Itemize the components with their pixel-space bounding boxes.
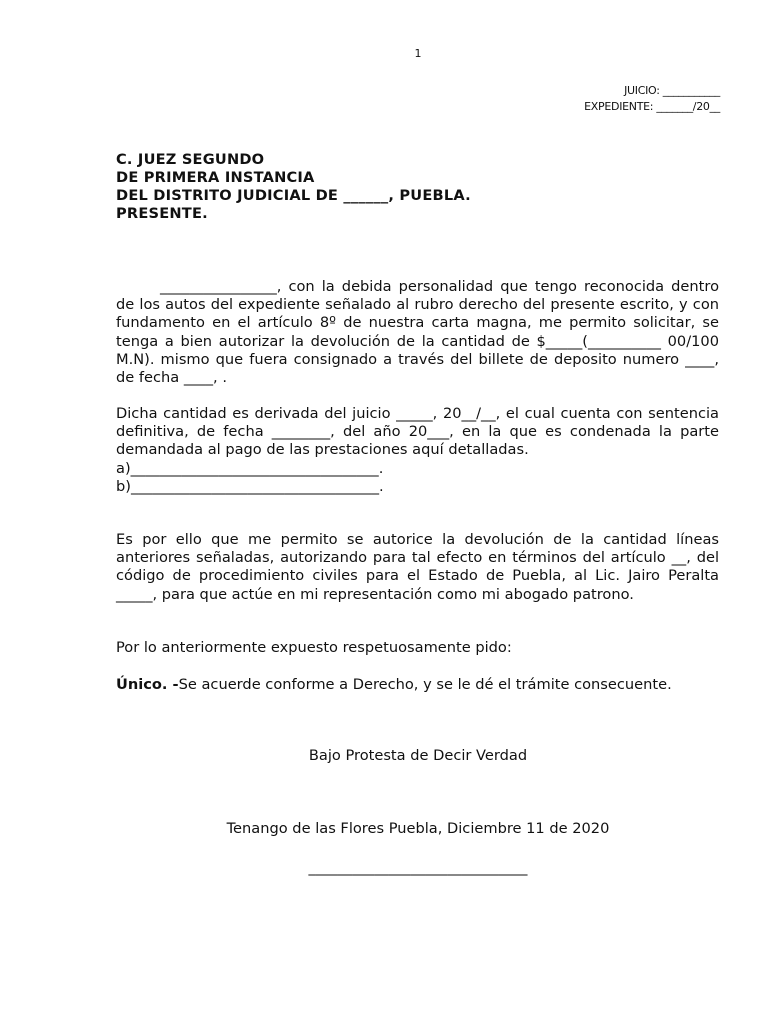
place-date-line: Tenango de las Flores Puebla, Diciembre 11 de 2020 xyxy=(226,820,610,837)
unico-petition xyxy=(116,676,719,694)
juicio-field: JUICIO: ___________ xyxy=(624,84,720,97)
origin-paragraph-text: Dicha cantidad es derivada del juicio _____, 20__/__, el cual cuenta con sentencia definitiva, de fecha ________, del año 20___, en la que es condenada la parte demandada al pago de las prestaciones aquí detalladas. xyxy=(116,405,719,459)
addressee-line-1: C. JUEZ SEGUNDO xyxy=(116,151,265,168)
signature-line: ______________________________ xyxy=(308,859,528,876)
unico-label: Único. - xyxy=(116,676,179,693)
addressee-block xyxy=(116,151,471,223)
list-item-b: b)__________________________________. xyxy=(116,477,384,495)
case-reference xyxy=(584,83,720,115)
unico-text: Se acuerde conforme a Derecho, y se le dé el trámite consecuente. xyxy=(178,676,672,693)
request-paragraph: ________________, con la debida personalidad que tengo reconocida dentro de los autos del expediente señalado al rubro derecho del presente escrito, y con fundamento en el artículo 8º de nuestra carta magna, me permito solicitar, se tenga a bien autorizar la devolución de la cantidad de $_____(__________ 00/100 M.N). mismo que fuera consignado a través del billete de deposito numero ____, de fecha ____, . xyxy=(116,278,719,387)
authorization-paragraph: Es por ello que me permito se autorice la devolución de la cantidad líneas anteriores señaladas, autorizando para tal efecto en términos del artículo __, del código de procedimiento civiles para el Estado de Puebla, al Lic. Jairo Peralta _____, para que actúe en mi representación como mi abogado patrono. xyxy=(116,531,719,603)
protesta-line: Bajo Protesta de Decir Verdad xyxy=(308,747,528,764)
page-number: 1 xyxy=(414,47,422,60)
origin-paragraph xyxy=(116,405,719,496)
addressee-line-3: DEL DISTRITO JUDICIAL DE ______, PUEBLA. xyxy=(116,187,471,204)
expediente-field: EXPEDIENTE: _______/20__ xyxy=(584,100,720,113)
petition-intro: Por lo anteriormente expuesto respetuosamente pido: xyxy=(116,639,512,656)
addressee-line-2: DE PRIMERA INSTANCIA xyxy=(116,169,315,186)
addressee-line-4: PRESENTE. xyxy=(116,205,208,222)
list-item-a: a)__________________________________. xyxy=(116,459,384,477)
